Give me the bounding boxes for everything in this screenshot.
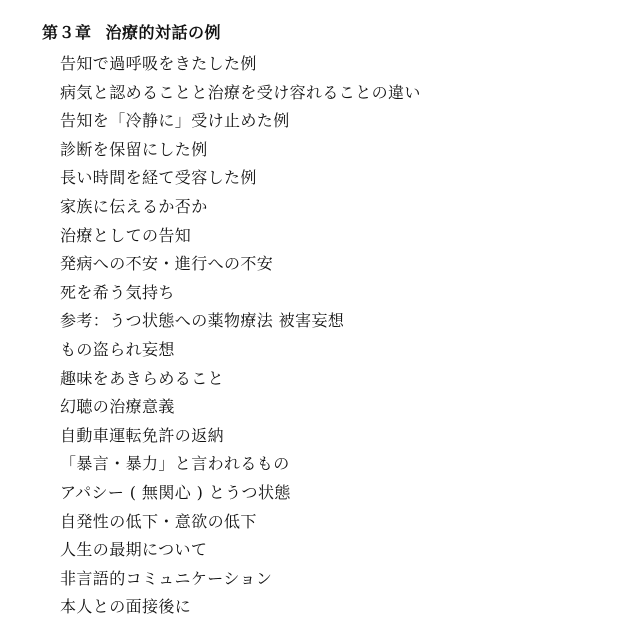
section-item: 家族に伝えるか否か [60,196,208,216]
section-item: 告知で過呼吸をきたした例 [60,54,257,73]
section-item: 本人との面接後に [60,597,192,617]
section-item: 病気と認めることと治療を受け容れることの違い [60,82,421,102]
chapter-title: 治療的対話の例 [105,23,222,42]
section-item: 治療としての告知 [60,225,192,245]
section-list [60,50,421,622]
chapter-heading [42,21,221,45]
chapter-number: 第３章 [42,23,92,42]
section-item: 趣味をあきらめること [60,368,225,388]
section-item: 参考：うつ状態への薬物療法 被害妄想 [60,311,345,331]
section-item: 発病への不安・進行への不安 [60,254,274,274]
section-item: 自動車運転免許の返納 [60,425,225,445]
section-item: 自発性の低下・意欲の低下 [60,511,257,531]
section-item: 幻聴の治療意義 [60,397,175,417]
section-item: 「暴言・暴力」と言われるもの [60,454,290,474]
section-item: 死を希う気持ち [60,282,175,302]
section-item: アパシー ( 無関心 ) とうつ状態 [60,482,291,502]
section-item: 長い時間を経て受容した例 [60,168,257,188]
section-item: 人生の最期について [60,540,208,560]
section-item: 診断を保留にした例 [60,139,208,159]
section-item: 告知を「冷静に」受け止めた例 [60,111,290,131]
section-item: 非言語的コミュニケーション [60,568,273,588]
section-item: もの盗られ妄想 [60,339,175,359]
